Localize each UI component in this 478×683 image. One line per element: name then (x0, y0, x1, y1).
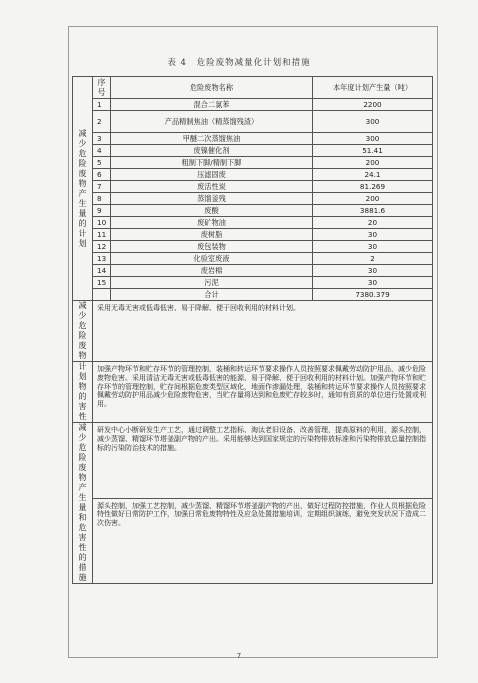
row-number: 15 (93, 277, 111, 289)
planned-amount: 30 (313, 277, 433, 289)
row-number: 6 (93, 169, 111, 181)
header-amount: 本年度计划产生量（吨） (313, 77, 433, 99)
header-seq-text: 序号 (97, 77, 106, 97)
measure-text: 加强产物环节和贮存环节的管理控制，装桶和转运环节要求操作人员按照要求佩戴劳动防护用品，减少危险废物危害。采用清洁无毒无害或低毒低害的能源、易于降解、便于回收利用的材料计划。加强产物环节和贮存环节的管理控制，贮存间根据危废类型区域化，地面作渗漏处理，装桶和转运环节要求操作人员按照要求佩戴劳动防护用品减少危险废物危害，当贮存量将达到和危废贮存较多时，通知有资质的单位进行处置或利用。 (93, 362, 433, 423)
waste-name: 废酸 (111, 205, 313, 217)
planned-amount: 200 (313, 193, 433, 205)
measure-row (73, 301, 433, 362)
row-number: 5 (93, 157, 111, 169)
planned-amount: 3881.6 (313, 205, 433, 217)
measure-text: 源头控制，加强工艺控制，减少蒸馏、精馏环节塔釜副产物的产出，做好过程防控措施，作业人员根据危险特性做好日常防护工作，加强日常危废物特性及应急处置措施培训，定期组织演练，避免突发状况下造成二次伤害。 (93, 498, 433, 583)
waste-name: 污泥 (111, 277, 313, 289)
row-number: 1 (93, 99, 111, 111)
page-number: 7 (236, 652, 242, 660)
caption-title: 危险废物减量化计划和措施 (196, 58, 311, 68)
planned-amount: 300 (313, 133, 433, 145)
measure-text: 采用无毒无害或低毒低害、易于降解、便于回收利用的材料计划。 (93, 301, 433, 362)
table-row (73, 157, 433, 169)
waste-name: 粗制下脚/精制下脚 (111, 157, 313, 169)
table-row (73, 181, 433, 193)
row-number: 3 (93, 133, 111, 145)
row-number: 10 (93, 217, 111, 229)
measure-label-text: 减少危险废物产生量和危害性的措施 (78, 423, 87, 582)
measure-label (73, 423, 93, 584)
row-number: 11 (93, 229, 111, 241)
waste-name: 甲醚二次蒸馏焦油 (111, 133, 313, 145)
table-row (73, 265, 433, 277)
planned-amount: 51.41 (313, 145, 433, 157)
measure-label (73, 301, 93, 362)
hazardous-waste-table (72, 76, 433, 584)
table-caption (0, 56, 478, 68)
measure-text: 研发中心小断研发生产工艺，通过调整工艺指标、淘汰老旧设备、改善管理，提高原料的利用，源头控制，减少蒸馏、精馏环节塔釜副产物的产出。采用能够达到国家规定的污染物排放标准和污染物排放总量控制指标的污染防治技术的措施。 (93, 423, 433, 499)
measure-label-text: 计划物的害性 (78, 362, 87, 421)
row-number: 7 (93, 181, 111, 193)
table-row (73, 241, 433, 253)
table-row (73, 145, 433, 157)
waste-name: 废岩棉 (111, 265, 313, 277)
total-label: 合计 (111, 289, 313, 301)
planned-amount: 24.1 (313, 169, 433, 181)
waste-name: 化验室废液 (111, 253, 313, 265)
planned-amount: 81.269 (313, 181, 433, 193)
caption-label: 表 4 (167, 58, 187, 68)
measure-row (73, 423, 433, 499)
waste-name: 废树脂 (111, 229, 313, 241)
waste-name: 混合二氯苯 (111, 99, 313, 111)
table-row (73, 205, 433, 217)
planned-amount: 2 (313, 253, 433, 265)
row-number: 8 (93, 193, 111, 205)
planned-amount: 30 (313, 265, 433, 277)
table-row (73, 253, 433, 265)
header-name: 危险废物名称 (111, 77, 313, 99)
row-number: 9 (93, 205, 111, 217)
waste-name: 废镍催化剂 (111, 145, 313, 157)
table-row (73, 193, 433, 205)
table-row (73, 169, 433, 181)
header-seq (93, 77, 111, 99)
row-number: 2 (93, 111, 111, 133)
total-empty-cell (93, 289, 111, 301)
header-row (73, 77, 433, 99)
table-row (73, 111, 433, 133)
table-row (73, 99, 433, 111)
waste-name: 蒸馏釜残 (111, 193, 313, 205)
total-amount: 7380.379 (313, 289, 433, 301)
section-label-plan (73, 77, 93, 301)
measure-label-text: 减少危险废物 (78, 301, 87, 360)
row-number: 4 (93, 145, 111, 157)
planned-amount: 30 (313, 241, 433, 253)
waste-name: 产品精制焦油（精蒸馏残渣） (111, 111, 313, 133)
section-label-text: 减少危险废物产生量的计划 (78, 128, 87, 248)
waste-name: 废矿物油 (111, 217, 313, 229)
planned-amount: 20 (313, 217, 433, 229)
measure-row (73, 498, 433, 583)
waste-name: 废活性炭 (111, 181, 313, 193)
table-row (73, 277, 433, 289)
planned-amount: 30 (313, 229, 433, 241)
planned-amount: 2200 (313, 99, 433, 111)
row-number: 12 (93, 241, 111, 253)
row-number: 13 (93, 253, 111, 265)
total-row (73, 289, 433, 301)
planned-amount: 200 (313, 157, 433, 169)
waste-name: 压滤固废 (111, 169, 313, 181)
table-row (73, 133, 433, 145)
waste-name: 废包装物 (111, 241, 313, 253)
table-row (73, 217, 433, 229)
table-row (73, 229, 433, 241)
planned-amount: 300 (313, 111, 433, 133)
measure-label (73, 362, 93, 423)
measure-row (73, 362, 433, 423)
row-number: 14 (93, 265, 111, 277)
